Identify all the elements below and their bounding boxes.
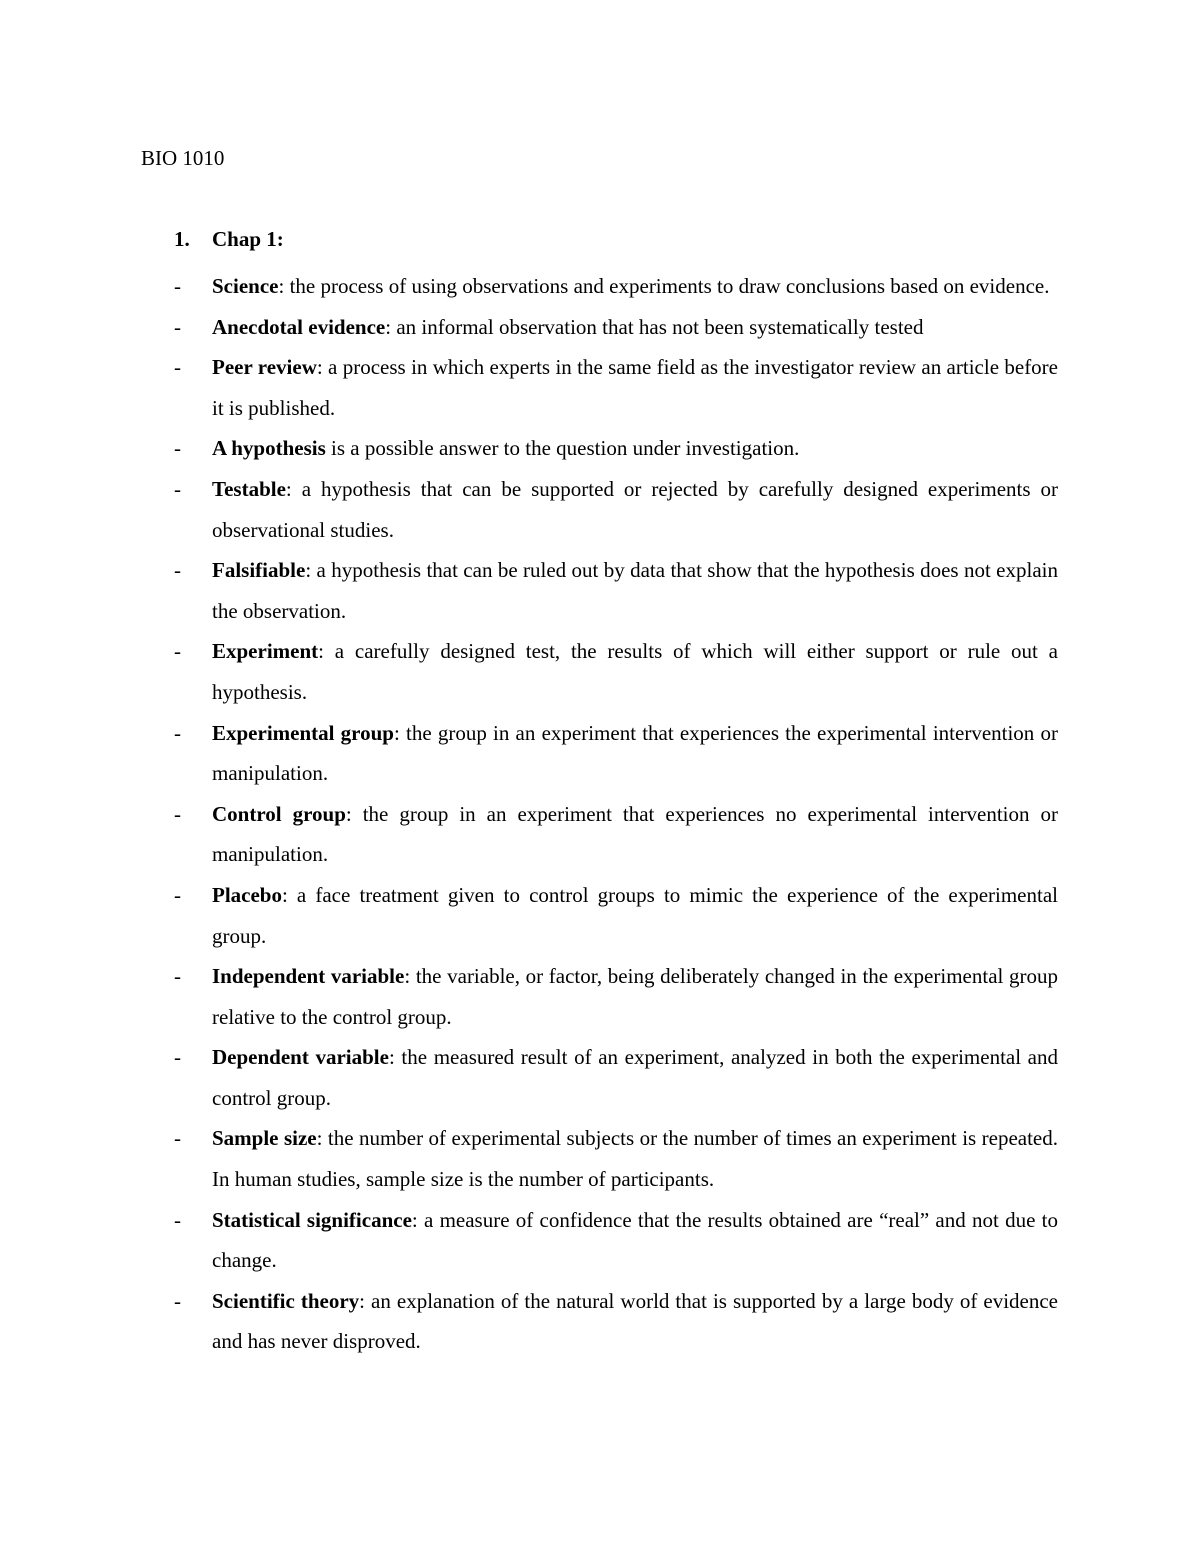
term-name: Sample size	[212, 1126, 317, 1151]
term-entry	[212, 1281, 1058, 1362]
term-entry	[212, 428, 1058, 469]
term-definition: : the group in an experiment that experiences no experimental intervention or manipulation.	[212, 801, 1058, 867]
term-name: A hypothesis	[212, 436, 326, 461]
term-name: Experiment	[212, 639, 319, 664]
term-entry	[212, 307, 1058, 348]
bullet-dash: -	[174, 1207, 181, 1232]
term-definition: is a possible answer to the question under investigation.	[325, 436, 800, 461]
term-definition: : the measured result of an experiment, analyzed in both the experimental and control group.	[212, 1045, 1059, 1110]
chapter-title: Chap 1:	[212, 227, 284, 251]
term-entry	[212, 956, 1058, 1037]
bullet-dash: -	[174, 1126, 181, 1151]
term-entry	[212, 1037, 1058, 1118]
term-definition: : the group in an experiment that experiences the experimental intervention or manipulation.	[212, 720, 1058, 786]
term-definition: : the variable, or factor, being deliberately changed in the experimental group relative to the control group.	[212, 964, 1058, 1029]
bullet-dash: -	[174, 314, 181, 339]
term-definition: : a process in which experts in the same field as the investigator review an article before it is published.	[212, 355, 1058, 420]
list-item	[174, 307, 1058, 348]
bullet-dash: -	[174, 476, 181, 501]
term-name: Testable	[212, 476, 286, 501]
bullet-dash: -	[174, 1045, 181, 1070]
term-list	[174, 266, 1058, 1362]
term-name: Falsifiable	[212, 558, 306, 583]
term-entry	[212, 347, 1058, 428]
bullet-dash: -	[174, 801, 181, 826]
list-item	[174, 875, 1058, 956]
list-item	[174, 1281, 1058, 1362]
term-entry	[212, 1200, 1058, 1281]
bullet-dash: -	[174, 274, 181, 298]
list-item	[174, 550, 1058, 631]
term-definition: : a measure of confidence that the results obtained are “real” and not due to change.	[212, 1207, 1058, 1273]
term-definition: : a carefully designed test, the results of which will either support or rule out a hypothesis.	[212, 639, 1058, 704]
term-name: Experimental group	[212, 720, 394, 745]
term-definition: : a hypothesis that can be supported or rejected by carefully designed experiments or observational studies.	[212, 476, 1058, 542]
term-name: Scientific theory	[212, 1288, 360, 1313]
list-item	[174, 713, 1058, 794]
term-entry	[212, 631, 1058, 712]
term-name: Statistical significance	[212, 1207, 412, 1232]
term-definition: : the process of using observations and experiments to draw conclusions based on evidence.	[278, 274, 1050, 298]
chapter-number: 1.	[174, 227, 190, 251]
list-item	[174, 469, 1058, 550]
bullet-dash: -	[174, 355, 181, 380]
term-entry	[212, 1118, 1058, 1199]
term-entry	[212, 266, 1058, 307]
list-item	[174, 1037, 1058, 1118]
bullet-dash: -	[174, 436, 181, 461]
term-name: Independent variable	[212, 964, 405, 989]
bullet-dash: -	[174, 558, 181, 583]
list-item	[174, 631, 1058, 712]
bullet-dash: -	[174, 639, 181, 664]
term-name: Anecdotal evidence	[212, 314, 386, 339]
chapter-heading	[174, 225, 284, 253]
list-item	[174, 428, 1058, 469]
list-item	[174, 1200, 1058, 1281]
course-title: BIO 1010	[141, 146, 225, 170]
list-item	[174, 956, 1058, 1037]
term-entry	[212, 469, 1058, 550]
term-entry	[212, 713, 1058, 794]
bullet-dash: -	[174, 882, 181, 907]
term-definition: : the number of experimental subjects or the number of times an experiment is repeated. In human studies, sample size is the number of participants.	[212, 1126, 1058, 1192]
list-item	[174, 266, 1058, 307]
list-item	[174, 1118, 1058, 1199]
term-definition: : a face treatment given to control groups to mimic the experience of the experimental group.	[212, 882, 1058, 948]
term-definition: : an informal observation that has not been systematically tested	[385, 314, 924, 339]
list-item	[174, 794, 1058, 875]
term-name: Peer review	[212, 355, 317, 380]
bullet-dash: -	[174, 720, 181, 745]
term-name: Science	[212, 274, 279, 298]
bullet-dash: -	[174, 964, 181, 989]
term-entry	[212, 550, 1058, 631]
list-item	[174, 347, 1058, 428]
term-name: Dependent variable	[212, 1045, 389, 1070]
term-definition: : an explanation of the natural world that is supported by a large body of evidence and has never disproved.	[212, 1288, 1059, 1354]
term-definition: : a hypothesis that can be ruled out by data that show that the hypothesis does not explain the observation.	[212, 558, 1058, 623]
bullet-dash: -	[174, 1288, 181, 1313]
term-entry	[212, 875, 1058, 956]
term-entry	[212, 794, 1058, 875]
term-name: Control group	[212, 801, 346, 826]
term-name: Placebo	[212, 882, 282, 907]
